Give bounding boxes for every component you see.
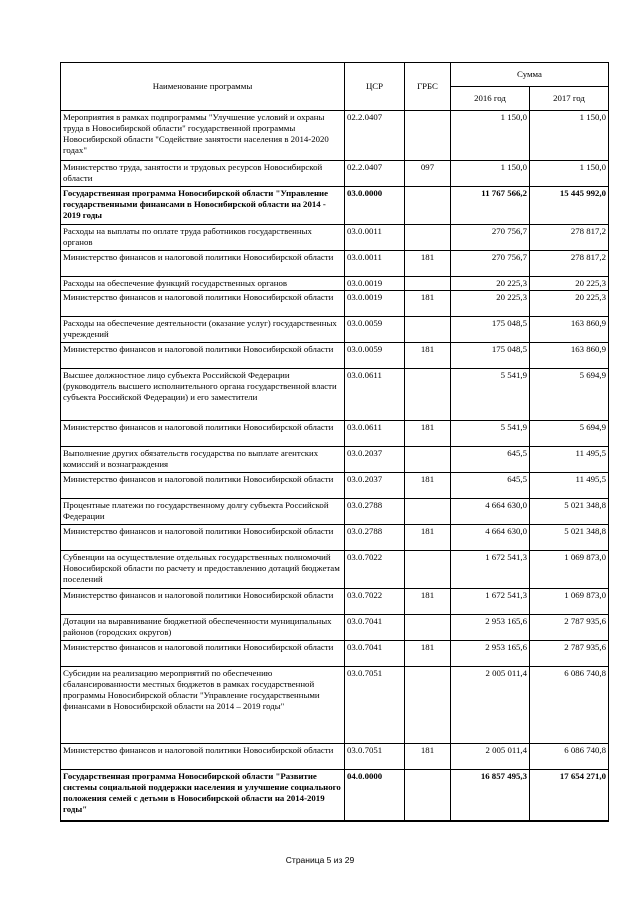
cell-name: Расходы на обеспечение функций государственных органов xyxy=(61,277,345,291)
cell-name: Высшее должностное лицо субъекта Российской Федерации (руководитель высшего исполнительного органа государственной власти субъекта Российской Федерации) и его заместители xyxy=(61,368,345,420)
cell-2017: 1 069 873,0 xyxy=(530,588,609,614)
cell-2016: 645,5 xyxy=(451,472,530,498)
cell-2016: 5 541,9 xyxy=(451,368,530,420)
cell-2017: 1 069 873,0 xyxy=(530,550,609,588)
cell-csr: 03.0.0611 xyxy=(345,420,405,446)
cell-grbs xyxy=(405,666,451,743)
cell-name: Расходы на обеспечение деятельности (оказание услуг) государственных учреждений xyxy=(61,316,345,342)
cell-name: Субвенции на осуществление отдельных государственных полномочий Новосибирской области по расчету и предоставлению дотаций бюджетам поселений xyxy=(61,550,345,588)
cell-csr: 03.0.2037 xyxy=(345,472,405,498)
cell-csr: 03.0.0611 xyxy=(345,368,405,420)
cell-2016: 1 150,0 xyxy=(451,111,530,161)
cell-2016: 175 048,5 xyxy=(451,316,530,342)
cell-csr: 03.0.7051 xyxy=(345,666,405,743)
cell-csr: 03.0.0019 xyxy=(345,277,405,291)
header-csr: ЦСР xyxy=(345,63,405,111)
cell-grbs: 181 xyxy=(405,290,451,316)
cell-2016: 5 541,9 xyxy=(451,420,530,446)
page-number: Страница 5 из 29 xyxy=(285,855,355,865)
cell-grbs: 181 xyxy=(405,342,451,368)
cell-csr: 03.0.0059 xyxy=(345,342,405,368)
cell-csr: 03.0.0019 xyxy=(345,290,405,316)
table-row xyxy=(61,588,609,614)
cell-2016: 16 857 495,3 xyxy=(451,769,530,821)
cell-2017: 17 654 271,0 xyxy=(530,769,609,821)
table-row xyxy=(61,769,609,821)
cell-2017: 20 225,3 xyxy=(530,290,609,316)
cell-csr: 03.0.0000 xyxy=(345,187,405,225)
cell-name: Министерство финансов и налоговой политики Новосибирской области xyxy=(61,290,345,316)
cell-grbs: 181 xyxy=(405,420,451,446)
cell-grbs: 181 xyxy=(405,524,451,550)
cell-2016: 4 664 630,0 xyxy=(451,498,530,524)
table-row xyxy=(61,472,609,498)
cell-name: Мероприятия в рамках подпрограммы "Улучшение условий и охраны труда в Новосибирской области" государственной программы Новосибирской области "Содействие занятости населения в 2014-2020 годах" xyxy=(61,111,345,161)
table-row xyxy=(61,111,609,161)
cell-2016: 2 005 011,4 xyxy=(451,743,530,769)
cell-name: Государственная программа Новосибирской области "Развитие системы социальной поддержки населения и улучшение социального положения семей с детьми в Новосибирской области на 2014-2019 годы" xyxy=(61,769,345,821)
cell-name: Министерство финансов и налоговой политики Новосибирской области xyxy=(61,251,345,277)
cell-2017: 6 086 740,8 xyxy=(530,743,609,769)
cell-csr: 03.0.7041 xyxy=(345,640,405,666)
cell-name: Государственная программа Новосибирской области "Управление государственными финансами в Новосибирской области на 2014 - 2019 годы xyxy=(61,187,345,225)
cell-2016: 270 756,7 xyxy=(451,251,530,277)
cell-name: Министерство финансов и налоговой политики Новосибирской области xyxy=(61,472,345,498)
cell-2016: 1 672 541,3 xyxy=(451,550,530,588)
table-row xyxy=(61,524,609,550)
cell-grbs: 181 xyxy=(405,251,451,277)
cell-name: Дотации на выравнивание бюджетной обеспеченности муниципальных районов (городских округов) xyxy=(61,614,345,640)
header-grbs: ГРБС xyxy=(405,63,451,111)
cell-2017: 5 021 348,8 xyxy=(530,498,609,524)
cell-2016: 1 150,0 xyxy=(451,161,530,187)
cell-name: Министерство финансов и налоговой политики Новосибирской области xyxy=(61,420,345,446)
cell-name: Процентные платежи по государственному долгу субъекта Российской Федерации xyxy=(61,498,345,524)
cell-grbs xyxy=(405,368,451,420)
cell-grbs xyxy=(405,316,451,342)
cell-2016: 20 225,3 xyxy=(451,290,530,316)
table-row xyxy=(61,316,609,342)
table-row xyxy=(61,614,609,640)
cell-2017: 278 817,2 xyxy=(530,251,609,277)
cell-csr: 03.0.7022 xyxy=(345,550,405,588)
cell-2017: 11 495,5 xyxy=(530,446,609,472)
table-body xyxy=(61,111,609,822)
cell-grbs xyxy=(405,446,451,472)
cell-grbs xyxy=(405,187,451,225)
cell-csr: 02.2.0407 xyxy=(345,161,405,187)
cell-2016: 2 953 165,6 xyxy=(451,640,530,666)
cell-name: Министерство финансов и налоговой политики Новосибирской области xyxy=(61,588,345,614)
cell-2017: 2 787 935,6 xyxy=(530,614,609,640)
cell-csr: 02.2.0407 xyxy=(345,111,405,161)
cell-csr: 03.0.2037 xyxy=(345,446,405,472)
cell-2016: 270 756,7 xyxy=(451,225,530,251)
cell-2017: 2 787 935,6 xyxy=(530,640,609,666)
cell-grbs xyxy=(405,550,451,588)
cell-csr: 03.0.0011 xyxy=(345,225,405,251)
cell-name: Расходы на выплаты по оплате труда работников государственных органов xyxy=(61,225,345,251)
cell-csr: 04.0.0000 xyxy=(345,769,405,821)
table-row xyxy=(61,446,609,472)
cell-2017: 163 860,9 xyxy=(530,342,609,368)
cell-2017: 6 086 740,8 xyxy=(530,666,609,743)
cell-name: Субсидии на реализацию мероприятий по обеспечению сбалансированности местных бюджетов в рамках государственной программы Новосибирской области "Управление государственными финансами в Новосибирской области на 2014 – 2019 годы" xyxy=(61,666,345,743)
cell-2016: 645,5 xyxy=(451,446,530,472)
table-row xyxy=(61,420,609,446)
table-row xyxy=(61,342,609,368)
cell-2016: 2 953 165,6 xyxy=(451,614,530,640)
cell-name: Министерство финансов и налоговой политики Новосибирской области xyxy=(61,524,345,550)
cell-2017: 5 694,9 xyxy=(530,420,609,446)
cell-grbs xyxy=(405,498,451,524)
header-sum: Сумма xyxy=(451,63,609,87)
table-row xyxy=(61,368,609,420)
table-row xyxy=(61,187,609,225)
table-row xyxy=(61,666,609,743)
cell-grbs xyxy=(405,225,451,251)
header-2017: 2017 год xyxy=(530,87,609,111)
budget-table xyxy=(60,62,609,822)
cell-csr: 03.0.0059 xyxy=(345,316,405,342)
table-row xyxy=(61,225,609,251)
cell-csr: 03.0.2788 xyxy=(345,524,405,550)
cell-2017: 5 694,9 xyxy=(530,368,609,420)
cell-grbs xyxy=(405,614,451,640)
cell-grbs: 097 xyxy=(405,161,451,187)
cell-2017: 278 817,2 xyxy=(530,225,609,251)
cell-name: Выполнение других обязательств государства по выплате агентских комиссий и вознаграждения xyxy=(61,446,345,472)
cell-2016: 4 664 630,0 xyxy=(451,524,530,550)
cell-2016: 1 672 541,3 xyxy=(451,588,530,614)
cell-2017: 5 021 348,8 xyxy=(530,524,609,550)
cell-2016: 175 048,5 xyxy=(451,342,530,368)
table-row xyxy=(61,161,609,187)
cell-2017: 1 150,0 xyxy=(530,161,609,187)
table-row xyxy=(61,251,609,277)
cell-csr: 03.0.7022 xyxy=(345,588,405,614)
cell-grbs: 181 xyxy=(405,472,451,498)
cell-2016: 2 005 011,4 xyxy=(451,666,530,743)
table-row xyxy=(61,743,609,769)
cell-grbs xyxy=(405,111,451,161)
table-row xyxy=(61,550,609,588)
table-row xyxy=(61,277,609,291)
cell-grbs: 181 xyxy=(405,640,451,666)
cell-csr: 03.0.7051 xyxy=(345,743,405,769)
cell-2017: 20 225,3 xyxy=(530,277,609,291)
cell-name: Министерство финансов и налоговой политики Новосибирской области xyxy=(61,743,345,769)
cell-2017: 15 445 992,0 xyxy=(530,187,609,225)
cell-2016: 20 225,3 xyxy=(451,277,530,291)
cell-name: Министерство финансов и налоговой политики Новосибирской области xyxy=(61,640,345,666)
cell-grbs xyxy=(405,769,451,821)
header-name: Наименование программы xyxy=(61,63,345,111)
cell-2017: 11 495,5 xyxy=(530,472,609,498)
cell-csr: 03.0.2788 xyxy=(345,498,405,524)
cell-2017: 163 860,9 xyxy=(530,316,609,342)
cell-grbs: 181 xyxy=(405,743,451,769)
cell-name: Министерство финансов и налоговой политики Новосибирской области xyxy=(61,342,345,368)
cell-2016: 11 767 566,2 xyxy=(451,187,530,225)
cell-grbs: 181 xyxy=(405,588,451,614)
table-row xyxy=(61,290,609,316)
cell-csr: 03.0.0011 xyxy=(345,251,405,277)
cell-csr: 03.0.7041 xyxy=(345,614,405,640)
table-row xyxy=(61,640,609,666)
table-row xyxy=(61,498,609,524)
cell-grbs xyxy=(405,277,451,291)
cell-2017: 1 150,0 xyxy=(530,111,609,161)
cell-name: Министерство труда, занятости и трудовых ресурсов Новосибирской области xyxy=(61,161,345,187)
header-2016: 2016 год xyxy=(451,87,530,111)
